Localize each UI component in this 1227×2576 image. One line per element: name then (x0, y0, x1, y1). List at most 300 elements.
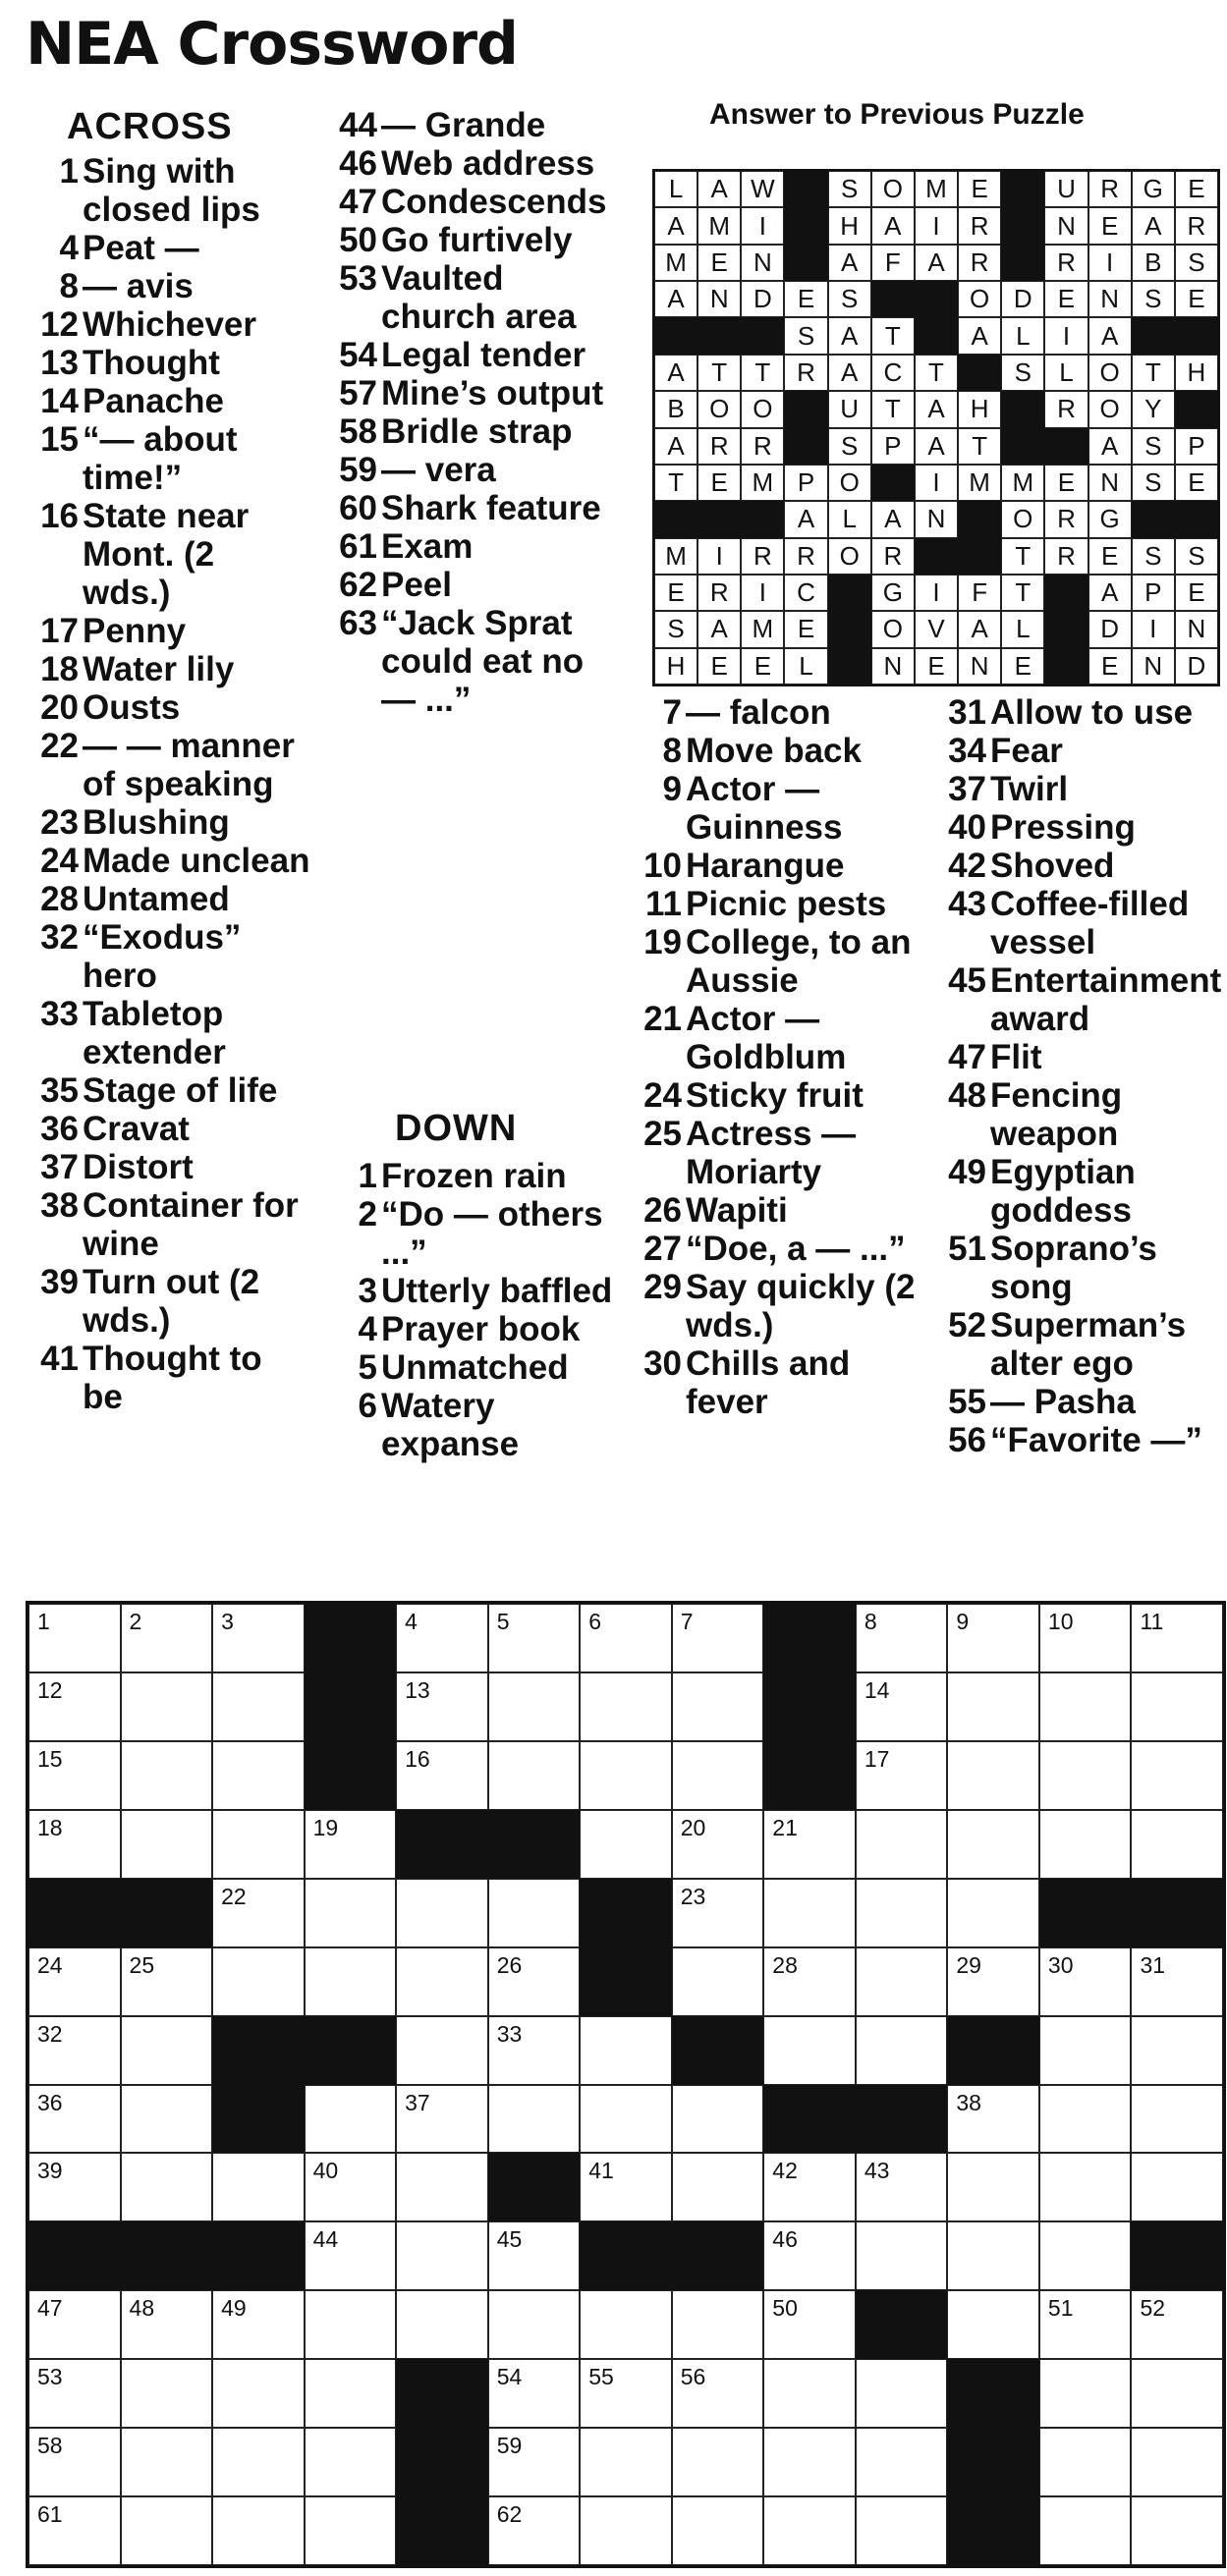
answer-cell: I (741, 575, 784, 611)
answer-cell: A (871, 207, 915, 244)
puzzle-cell[interactable] (488, 1741, 581, 1810)
puzzle-cell[interactable] (763, 2290, 856, 2359)
answer-cell: E (741, 648, 784, 685)
down-clue-29 (629, 1268, 923, 1344)
puzzle-cell[interactable] (305, 2221, 397, 2290)
cell-number: 55 (588, 2364, 614, 2390)
across-clue-62 (324, 566, 619, 604)
puzzle-cell[interactable] (488, 1947, 581, 2016)
puzzle-cell[interactable] (121, 2428, 213, 2496)
puzzle-cell[interactable] (212, 1741, 305, 1810)
clue-text: Wapiti (686, 1191, 788, 1230)
black-square (947, 2016, 1039, 2085)
black-square (947, 2359, 1039, 2428)
answer-cell: L (1001, 611, 1044, 647)
black-square (856, 2085, 948, 2154)
across-heading: ACROSS (67, 106, 233, 147)
black-square (28, 1879, 121, 1947)
puzzle-cell[interactable] (947, 2085, 1039, 2154)
puzzle-cell[interactable] (396, 2153, 488, 2221)
puzzle-cell[interactable] (672, 1879, 764, 1947)
answer-cell: C (871, 355, 915, 391)
cell-number: 50 (772, 2295, 798, 2322)
answer-black-cell (784, 171, 827, 207)
cell-number: 14 (864, 1676, 890, 1703)
cell-number: 13 (405, 1676, 430, 1703)
clue-text: “Do — others ...” (381, 1195, 603, 1272)
down-clue-2 (324, 1195, 619, 1272)
puzzle-cell[interactable] (1131, 1672, 1223, 1741)
puzzle-cell[interactable] (856, 2428, 948, 2496)
puzzle-cell[interactable] (763, 2016, 856, 2085)
puzzle-cell[interactable] (1039, 2221, 1132, 2290)
puzzle-cell[interactable] (212, 2428, 305, 2496)
puzzle-cell[interactable] (212, 2496, 305, 2565)
answer-cell: H (958, 391, 1001, 427)
clue-number: 49 (948, 1153, 986, 1191)
puzzle-cell[interactable] (396, 1879, 488, 1947)
black-square (1039, 1879, 1132, 1947)
puzzle-cell[interactable] (580, 2016, 672, 2085)
answer-cell: R (741, 538, 784, 575)
puzzle-cell[interactable] (396, 1947, 488, 2016)
puzzle-cell[interactable] (1131, 2153, 1223, 2221)
answer-cell: T (1132, 355, 1175, 391)
puzzle-cell[interactable] (305, 2496, 397, 2565)
puzzle-cell[interactable] (580, 2290, 672, 2359)
puzzle-cell[interactable] (856, 2016, 948, 2085)
puzzle-cell[interactable] (672, 2085, 764, 2154)
answer-cell: M (654, 245, 697, 281)
puzzle-cell[interactable] (28, 2085, 121, 2154)
answer-cell: N (1088, 465, 1132, 501)
clue-number: 37 (948, 770, 986, 808)
answer-cell: T (741, 355, 784, 391)
puzzle-cell[interactable] (947, 2221, 1039, 2290)
puzzle-cell[interactable] (121, 2085, 213, 2154)
puzzle-cell[interactable] (1131, 2085, 1223, 2154)
puzzle-cell[interactable] (1039, 1741, 1132, 1810)
answer-cell: G (1088, 501, 1132, 537)
clue-number: 55 (948, 1383, 986, 1421)
black-square (305, 1672, 397, 1741)
answer-cell: R (958, 207, 1001, 244)
puzzle-cell[interactable] (947, 1879, 1039, 1947)
cell-number: 37 (405, 2089, 430, 2115)
puzzle-cell[interactable] (1039, 1604, 1132, 1672)
black-square (1131, 2221, 1223, 2290)
puzzle-cell[interactable] (580, 2359, 672, 2428)
puzzle-cell[interactable] (488, 2359, 581, 2428)
puzzle-cell[interactable] (1131, 1810, 1223, 1879)
clue-text: Entertainment award (990, 961, 1222, 1038)
puzzle-cell[interactable] (488, 1604, 581, 1672)
puzzle-cell[interactable] (396, 2016, 488, 2085)
puzzle-cell[interactable] (28, 2016, 121, 2085)
puzzle-cell[interactable] (305, 2290, 397, 2359)
answer-cell: E (1175, 575, 1218, 611)
puzzle-cell[interactable] (1039, 2290, 1132, 2359)
puzzle-cell[interactable] (1039, 1672, 1132, 1741)
puzzle-cell[interactable] (672, 1672, 764, 1741)
clue-number: 9 (662, 770, 682, 808)
puzzle-cell[interactable] (305, 2428, 397, 2496)
puzzle-cell[interactable] (396, 2085, 488, 2154)
clue-number: 24 (643, 1076, 682, 1115)
puzzle-cell[interactable] (763, 2153, 856, 2221)
clue-text: — vera (381, 451, 496, 489)
puzzle-cell[interactable] (763, 2359, 856, 2428)
clue-number: 58 (339, 412, 377, 451)
puzzle-cell[interactable] (580, 2428, 672, 2496)
puzzle-cell[interactable] (672, 1604, 764, 1672)
puzzle-cell[interactable] (28, 2496, 121, 2565)
puzzle-cell[interactable] (121, 2290, 213, 2359)
answer-cell: S (828, 281, 871, 317)
puzzle-cell[interactable] (672, 2153, 764, 2221)
puzzle-cell[interactable] (763, 1810, 856, 1879)
answer-cell: S (1132, 281, 1175, 317)
puzzle-cell[interactable] (763, 1879, 856, 1947)
cell-number: 15 (37, 1745, 63, 1772)
black-square (947, 2496, 1039, 2565)
clue-text: Exam (381, 527, 474, 566)
puzzle-cell[interactable] (488, 1672, 581, 1741)
black-square (580, 1879, 672, 1947)
puzzle-cell[interactable] (672, 2496, 764, 2565)
answer-black-cell (741, 501, 784, 537)
answer-cell: A (784, 501, 827, 537)
puzzle-cell[interactable] (212, 1947, 305, 2016)
across-clue-47 (324, 183, 619, 221)
puzzle-cell[interactable] (28, 1741, 121, 1810)
across-clue-23 (26, 803, 310, 842)
puzzle-cell[interactable] (1039, 2085, 1132, 2154)
answer-cell: S (1175, 538, 1218, 575)
puzzle-cell[interactable] (1131, 2016, 1223, 2085)
black-square (396, 2359, 488, 2428)
puzzle-cell[interactable] (28, 1947, 121, 2016)
answer-cell: A (697, 611, 741, 647)
puzzle-cell[interactable] (488, 2290, 581, 2359)
puzzle-cell[interactable] (856, 1604, 948, 1672)
puzzle-cell[interactable] (488, 2085, 581, 2154)
puzzle-cell[interactable] (947, 1741, 1039, 1810)
clue-text: Peat — (83, 229, 199, 267)
across-clue-8 (26, 267, 310, 305)
answer-cell: L (784, 648, 827, 685)
puzzle-cell[interactable] (947, 2153, 1039, 2221)
down-clue-7 (629, 693, 923, 732)
answer-black-cell (654, 501, 697, 537)
puzzle-cell[interactable] (580, 1810, 672, 1879)
answer-cell: A (654, 355, 697, 391)
cell-number: 38 (956, 2089, 981, 2115)
puzzle-cell[interactable] (28, 2428, 121, 2496)
clue-number: 23 (40, 803, 79, 842)
answer-cell: I (915, 575, 958, 611)
puzzle-cell[interactable] (396, 2221, 488, 2290)
puzzle-cell[interactable] (1039, 2359, 1132, 2428)
clue-number: 16 (40, 497, 79, 535)
puzzle-cell[interactable] (763, 2496, 856, 2565)
clue-number: 54 (339, 336, 377, 374)
black-square (947, 2428, 1039, 2496)
puzzle-cell[interactable] (121, 1947, 213, 2016)
across-clue-14 (26, 382, 310, 420)
puzzle-cell[interactable] (28, 1672, 121, 1741)
down-clues-column-4 (933, 693, 1223, 1459)
puzzle-cell[interactable] (488, 2496, 581, 2565)
clue-text: Prayer book (381, 1310, 581, 1348)
puzzle-cell[interactable] (856, 1672, 948, 1741)
clue-text: “Doe, a — ...” (686, 1230, 906, 1268)
across-clue-12 (26, 305, 310, 344)
puzzle-cell[interactable] (28, 2359, 121, 2428)
puzzle-cell[interactable] (121, 1741, 213, 1810)
puzzle-cell[interactable] (856, 1810, 948, 1879)
clue-number: 11 (645, 885, 682, 923)
puzzle-cell[interactable] (1039, 2153, 1132, 2221)
puzzle-cell[interactable] (28, 1604, 121, 1672)
puzzle-cell[interactable] (488, 2428, 581, 2496)
answer-cell: E (1088, 538, 1132, 575)
cell-number: 36 (37, 2089, 63, 2115)
across-clue-63 (324, 604, 619, 719)
puzzle-cell[interactable] (947, 2290, 1039, 2359)
puzzle-cell[interactable] (856, 2359, 948, 2428)
clue-text: Made unclean (83, 842, 310, 880)
clue-text: Coffee-filled vessel (990, 885, 1190, 961)
puzzle-cell[interactable] (1131, 2290, 1223, 2359)
puzzle-cell[interactable] (305, 2085, 397, 2154)
answer-cell: G (871, 575, 915, 611)
cell-number: 33 (496, 2020, 523, 2047)
puzzle-cell[interactable] (856, 2496, 948, 2565)
puzzle-cell[interactable] (763, 2428, 856, 2496)
cell-number: 29 (956, 1951, 981, 1978)
puzzle-cell[interactable] (856, 1741, 948, 1810)
across-clue-58 (324, 412, 619, 451)
clue-text: Utterly baffled (381, 1272, 613, 1310)
answer-cell: T (871, 317, 915, 354)
answer-cell: S (784, 317, 827, 354)
puzzle-cell[interactable] (396, 1672, 488, 1741)
across-clue-60 (324, 489, 619, 527)
puzzle-cell[interactable] (212, 2359, 305, 2428)
puzzle-cell[interactable] (1039, 2496, 1132, 2565)
clue-number: 44 (339, 106, 377, 144)
puzzle-cell[interactable] (121, 2496, 213, 2565)
puzzle-cell[interactable] (212, 1810, 305, 1879)
puzzle-cell[interactable] (763, 1947, 856, 2016)
answer-cell: A (915, 245, 958, 281)
puzzle-cell[interactable] (488, 2221, 581, 2290)
clue-text: Distort (83, 1148, 194, 1186)
answer-cell: B (654, 391, 697, 427)
puzzle-cell[interactable] (1039, 1810, 1132, 1879)
answer-black-cell (1001, 171, 1044, 207)
clue-text: — avis (83, 267, 194, 305)
puzzle-cell[interactable] (305, 1947, 397, 2016)
clue-text: Harangue (686, 847, 845, 885)
clue-number: 63 (339, 604, 377, 642)
clue-number: 12 (40, 305, 79, 344)
puzzle-cell[interactable] (947, 1947, 1039, 2016)
puzzle-cell[interactable] (856, 2221, 948, 2290)
puzzle-cell[interactable] (763, 2221, 856, 2290)
cell-number: 52 (1140, 2295, 1166, 2322)
puzzle-cell[interactable] (212, 1879, 305, 1947)
answer-cell: O (741, 391, 784, 427)
puzzle-cell[interactable] (947, 1672, 1039, 1741)
puzzle-cell[interactable] (856, 1947, 948, 2016)
cell-number: 3 (221, 1609, 234, 1634)
across-clue-20 (26, 688, 310, 727)
down-clue-30 (629, 1344, 923, 1421)
puzzle-cell[interactable] (305, 1810, 397, 1879)
across-clue-54 (324, 336, 619, 374)
answer-cell: E (915, 648, 958, 685)
puzzle-cell[interactable] (396, 2290, 488, 2359)
puzzle-cell[interactable] (580, 1672, 672, 1741)
puzzle-cell[interactable] (28, 2153, 121, 2221)
puzzle-cell[interactable] (1131, 2428, 1223, 2496)
puzzle-cell[interactable] (1131, 2496, 1223, 2565)
puzzle-cell[interactable] (28, 2290, 121, 2359)
answer-black-cell (784, 207, 827, 244)
cell-number: 20 (680, 1814, 706, 1840)
puzzle-cell[interactable] (856, 2153, 948, 2221)
puzzle-cell[interactable] (580, 1604, 672, 1672)
puzzle-cell[interactable] (488, 2016, 581, 2085)
puzzle-cell[interactable] (1039, 2016, 1132, 2085)
puzzle-cell[interactable] (305, 1879, 397, 1947)
down-clue-47 (933, 1038, 1223, 1076)
cell-number: 39 (37, 2158, 63, 2184)
puzzle-cell[interactable] (121, 2016, 213, 2085)
clue-number: 41 (40, 1340, 79, 1378)
puzzle-cell[interactable] (672, 2428, 764, 2496)
puzzle-cell[interactable] (1039, 2428, 1132, 2496)
clue-number: 4 (59, 229, 79, 267)
clue-text: — — manner of speaking (83, 727, 295, 803)
answer-black-cell (1175, 317, 1218, 354)
puzzle-cell[interactable] (1131, 1947, 1223, 2016)
answer-cell: R (1175, 207, 1218, 244)
puzzle-cell[interactable] (1131, 1604, 1223, 1672)
clue-text: State near Mont. (2 wds.) (83, 497, 250, 612)
across-clue-33 (26, 995, 310, 1071)
puzzle-cell[interactable] (672, 1947, 764, 2016)
answer-black-cell (784, 245, 827, 281)
puzzle-cell[interactable] (672, 2359, 764, 2428)
puzzle-cell[interactable] (121, 1810, 213, 1879)
answer-cell: R (1044, 391, 1088, 427)
answer-cell: S (1132, 465, 1175, 501)
down-clue-48 (933, 1076, 1223, 1153)
puzzle-cell[interactable] (672, 1810, 764, 1879)
across-clue-50 (324, 221, 619, 259)
clue-number: 8 (662, 732, 682, 770)
answer-cell: R (1044, 245, 1088, 281)
answer-cell: T (654, 465, 697, 501)
cell-number: 23 (680, 1883, 706, 1909)
clue-text: Fencing weapon (990, 1076, 1123, 1153)
clue-number: 5 (358, 1348, 377, 1387)
answer-cell: E (784, 281, 827, 317)
cell-number: 4 (405, 1609, 418, 1634)
clue-text: Whichever (83, 305, 256, 344)
clue-number: 19 (643, 923, 682, 961)
down-clue-25 (629, 1115, 923, 1191)
answer-cell: E (697, 648, 741, 685)
puzzle-cell[interactable] (672, 1741, 764, 1810)
answer-cell: P (1175, 428, 1218, 465)
black-square (396, 2496, 488, 2565)
down-clue-11 (629, 885, 923, 923)
clue-number: 6 (358, 1387, 377, 1425)
answer-cell: E (1088, 648, 1132, 685)
puzzle-cell[interactable] (212, 2153, 305, 2221)
puzzle-cell[interactable] (672, 2290, 764, 2359)
puzzle-cell[interactable] (580, 2496, 672, 2565)
answer-cell: N (871, 648, 915, 685)
puzzle-cell[interactable] (28, 1810, 121, 1879)
cell-number: 6 (588, 1609, 602, 1634)
puzzle-cell[interactable] (121, 1604, 213, 1672)
clue-text: Soprano’s song (990, 1230, 1157, 1306)
puzzle-cell[interactable] (212, 1672, 305, 1741)
puzzle-cell[interactable] (947, 1604, 1039, 1672)
answer-cell: M (741, 465, 784, 501)
black-square (212, 2016, 305, 2085)
answer-cell: M (654, 538, 697, 575)
puzzle-cell[interactable] (305, 2153, 397, 2221)
cell-number: 25 (129, 1951, 155, 1978)
puzzle-cell[interactable] (396, 1604, 488, 1672)
puzzle-cell[interactable] (580, 1741, 672, 1810)
answer-black-cell (915, 281, 958, 317)
puzzle-cell[interactable] (121, 1672, 213, 1741)
puzzle-cell[interactable] (580, 2153, 672, 2221)
puzzle-cell[interactable] (488, 1879, 581, 1947)
puzzle-cell[interactable] (396, 1741, 488, 1810)
clue-number: 10 (643, 847, 682, 885)
black-square (396, 2428, 488, 2496)
puzzle-cell[interactable] (121, 2153, 213, 2221)
puzzle-cell[interactable] (1131, 2359, 1223, 2428)
puzzle-cell[interactable] (1131, 1741, 1223, 1810)
puzzle-cell[interactable] (305, 2359, 397, 2428)
puzzle-cell[interactable] (121, 2359, 213, 2428)
answer-black-cell (654, 317, 697, 354)
puzzle-cell[interactable] (212, 2290, 305, 2359)
puzzle-cell[interactable] (580, 2085, 672, 2154)
clue-text: Chills and fever (686, 1344, 851, 1421)
down-clue-55 (933, 1383, 1223, 1421)
black-square (672, 2221, 764, 2290)
puzzle-cell[interactable] (1039, 1947, 1132, 2016)
puzzle-cell[interactable] (947, 1810, 1039, 1879)
puzzle-cell[interactable] (856, 1879, 948, 1947)
clue-text: Blushing (83, 803, 230, 842)
down-clue-31 (933, 693, 1223, 732)
cell-number: 17 (864, 1745, 890, 1772)
answer-cell: Y (1132, 391, 1175, 427)
clue-text: Container for wine (83, 1186, 299, 1263)
puzzle-cell[interactable] (212, 1604, 305, 1672)
